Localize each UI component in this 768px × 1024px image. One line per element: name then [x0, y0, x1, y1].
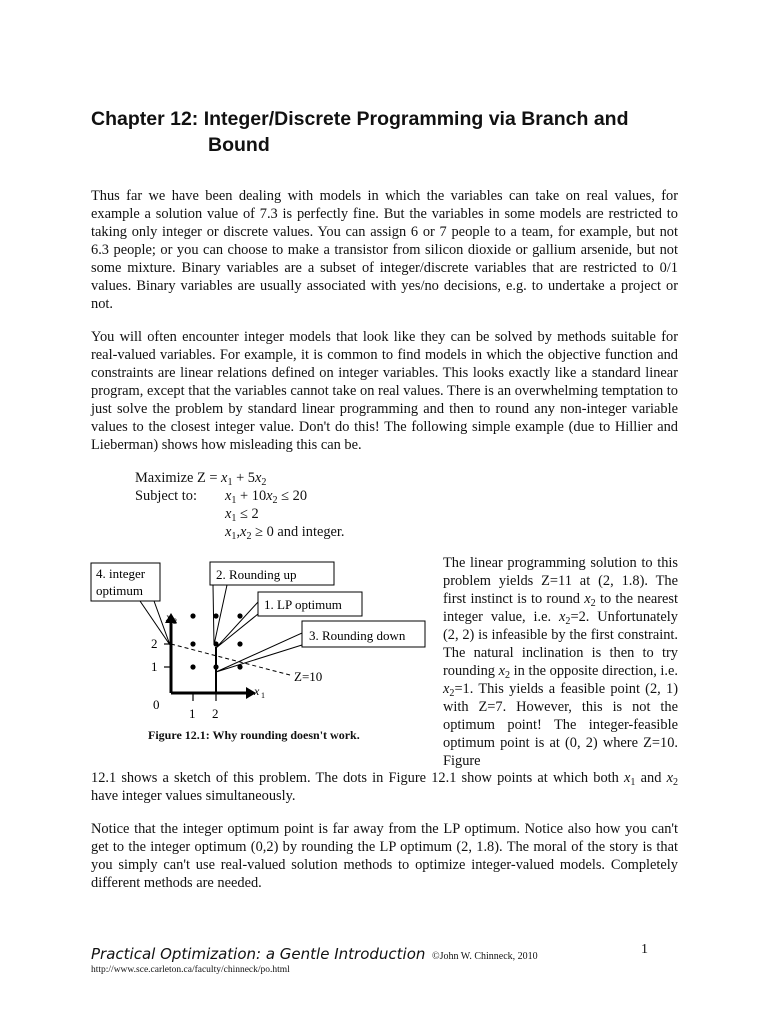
footer-url[interactable]: http://www.sce.carleton.ca/faculty/chinneck/po.html: [91, 965, 290, 975]
y-axis-label-sub: 2: [173, 617, 177, 626]
model-constraint-3: $x_1,x_2 \ge 0$ and integer.: [225, 524, 345, 542]
chapter-title-line2: Bound: [208, 134, 270, 156]
pointer-rounding-down: [216, 633, 302, 672]
paragraph-figure-note: 12.1 shows a sketch of this problem. The dots in Figure 12.1 show points at which both $x_1$ and $x_2$ have integer values simultaneously.: [91, 770, 678, 804]
integer-point: [237, 664, 242, 669]
footer-book-title: Practical Optimization: a Gentle Introduction: [91, 945, 426, 963]
z10-label: Z=10: [294, 669, 323, 684]
x-axis-label: x: [254, 684, 260, 698]
figure-diagram: [88, 555, 433, 730]
y-tick-label-1: 1: [151, 659, 158, 674]
callout-integer-line2: optimum: [96, 583, 143, 598]
model-constraint-1: Subject to: $x_1 + 10x_2 \le 20$: [135, 488, 308, 506]
integer-point: [190, 613, 195, 618]
paragraph-lp-solution: The linear programming solution to this problem yields Z=11 at (2, 1.8). The first instinct is to round $x_2$ to the nearest integer value, i.e. $x_2=2$. Unfortunately (2, 2) is infeasible by the first constraint. The natural inclination is then to try rounding $x_2$ in the opposite direction, i.e. $x_2=1$. This yields a feasible point (2, 1) with Z=7. However, this is not the optimum point! The integer-feasible optimum point is at (0, 2) where Z=10. Figure: [443, 555, 679, 769]
x-tick-label-2: 2: [212, 706, 219, 721]
paragraph-moral: Notice that the integer optimum point is far away from the LP optimum. Notice also how you can't get to the integer optimum (0,2) by rounding the LP optimum (2, 1.8). The moral of the story is that you simply can't use real-valued solution methods to optimize integer-valued models. Completely different methods are needed.: [91, 821, 678, 891]
callout-rounding-up: 2. Rounding up: [216, 567, 297, 582]
integer-point: [213, 641, 218, 646]
y-tick-label-2: 2: [151, 636, 158, 651]
integer-point: [213, 613, 218, 618]
callout-integer-line1: 4. integer: [96, 566, 146, 581]
footer-copyright: ©John W. Chinneck, 2010: [432, 951, 538, 962]
integer-point: [190, 641, 195, 646]
figure-rounding: [88, 555, 433, 755]
figure-caption: Figure 12.1: Why rounding doesn't work.: [148, 728, 360, 742]
paragraph-intro: Thus far we have been dealing with models in which the variables can take on real values, for example a solution value of 7.3 is perfectly fine. But the variables in some models are restricted to taking only integer or discrete values. You can assign 6 or 7 people to a team, for example, but not 6.3 people; or you can choose to make a transistor from silicon dioxide or gallium arsenide, but not some mixture. Binary variables are a subset of integer/discrete variables that are restricted to 0/1 values. Binary variables are usually associated with yes/no decisions, e.g. to undertake a project or not.: [91, 188, 678, 312]
origin-label: 0: [153, 697, 160, 712]
x-axis-label-sub: 1: [261, 691, 265, 700]
paragraph-integer-models: You will often encounter integer models that look like they can be solved by methods suitable for real-valued variables. For example, it is common to find models in which the objective function and constraints are linear relations defined on integer variables. This looks exactly like a standard linear program, except that the variables cannot take on real values. There is an overwhelming temptation to just solve the problem by standard linear programming and then to round any non-integer variable values to the closest integer value. Don't do this! The following simple example (due to Hillier and Lieberman) shows how misleading this can be.: [91, 329, 678, 453]
page-number: 1: [641, 942, 648, 957]
integer-point: [213, 664, 218, 669]
x-tick-label-1: 1: [189, 706, 196, 721]
model-objective: Maximize $Z = x_1 + 5x_2$: [135, 470, 267, 488]
callout-lp-optimum: 1. LP optimum: [264, 597, 342, 612]
integer-point: [190, 664, 195, 669]
chapter-title: [91, 106, 691, 158]
chapter-title-line1: Chapter 12: Integer/Discrete Programming via Branch and: [91, 108, 629, 130]
example-model: [135, 469, 345, 541]
callout-rounding-down: 3. Rounding down: [309, 628, 406, 643]
y-axis-label: x: [166, 610, 172, 624]
integer-point: [237, 641, 242, 646]
integer-point: [237, 613, 242, 618]
model-constraint-2: $x_1 \le 2$: [225, 506, 259, 524]
